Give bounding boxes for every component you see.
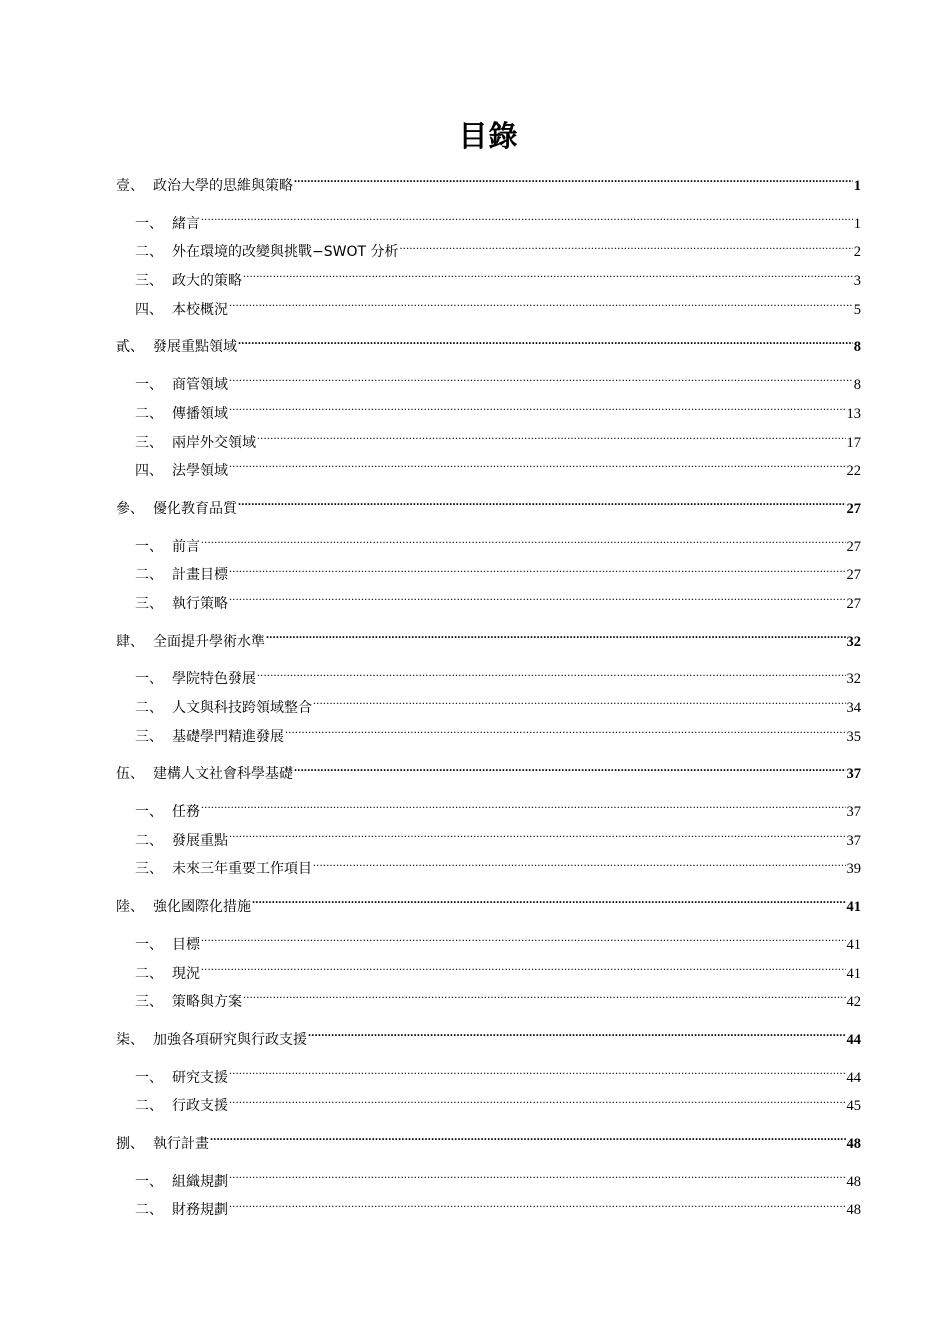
toc-entry-number: 三、 [135, 994, 163, 1011]
toc-subsection-entry[interactable] [116, 267, 861, 296]
toc-section-entry[interactable] [116, 495, 861, 524]
toc-page-number: 13 [846, 405, 861, 422]
table-of-contents [116, 170, 861, 1225]
toc-dot-leader [308, 1030, 846, 1044]
toc-subsection-entry[interactable] [116, 371, 861, 400]
toc-entry-number: 三、 [135, 434, 163, 451]
toc-dot-leader [229, 594, 846, 608]
toc-subsection-entry[interactable] [116, 665, 861, 694]
toc-subsection-entry[interactable] [116, 960, 861, 989]
toc-subsection-entry[interactable] [116, 988, 861, 1017]
toc-entry-number: 二、 [135, 567, 163, 584]
toc-entry-number: 二、 [135, 405, 163, 422]
toc-entry-number: 陸、 [116, 899, 144, 916]
toc-entry-number: 四、 [135, 301, 163, 318]
section-spacer [116, 524, 861, 533]
toc-page-number: 34 [846, 700, 861, 716]
toc-page-number: 48 [846, 1135, 861, 1152]
toc-entry-title: 兩岸外交領域 [172, 434, 256, 451]
toc-page-number: 32 [846, 633, 861, 650]
toc-entry-title: 法學領域 [172, 463, 228, 480]
toc-subsection-entry[interactable] [116, 533, 861, 562]
toc-page-number: 41 [846, 936, 861, 953]
toc-subsection-entry[interactable] [116, 590, 861, 619]
toc-entry-number: 一、 [135, 1069, 163, 1086]
toc-dot-leader [229, 1172, 846, 1186]
section-spacer [116, 1159, 861, 1168]
toc-page-number: 3 [853, 273, 861, 290]
toc-page-number: 42 [846, 994, 861, 1011]
section-spacer [116, 789, 861, 798]
toc-entry-title: 組織規劃 [172, 1173, 228, 1190]
toc-entry-number: 三、 [135, 728, 163, 745]
toc-subsection-entry[interactable] [116, 1168, 861, 1197]
toc-entry-number: 二、 [135, 700, 163, 716]
toc-dot-leader [243, 992, 846, 1006]
toc-dot-leader [201, 802, 846, 816]
toc-entry-title: 執行策略 [172, 595, 228, 612]
toc-entry-title: 任務 [172, 804, 200, 821]
toc-page-number: 1 [853, 215, 861, 232]
section-spacer [116, 1055, 861, 1064]
page-title: 目錄 [458, 119, 519, 153]
toc-subsection-entry[interactable] [116, 1064, 861, 1093]
toc-dot-leader [252, 897, 846, 911]
toc-entry-title: 政大的策略 [172, 273, 242, 290]
toc-page-number: 27 [846, 538, 861, 555]
toc-entry-number: 一、 [135, 538, 163, 555]
toc-dot-leader [399, 242, 852, 256]
toc-subsection-entry[interactable] [116, 931, 861, 960]
toc-dot-leader [201, 537, 846, 551]
toc-entry-title: 未來三年重要工作項目 [172, 861, 312, 878]
toc-entry-title: 政治大學的思維與策略 [153, 178, 293, 194]
toc-dot-leader [294, 176, 853, 190]
toc-dot-leader [229, 831, 846, 845]
toc-entry-title: 研究支援 [172, 1069, 228, 1086]
section-spacer [116, 922, 861, 931]
toc-entry-title: 前言 [172, 538, 200, 555]
toc-entry-number: 二、 [135, 1098, 163, 1115]
section-spacer [116, 656, 861, 665]
toc-dot-leader [229, 1096, 846, 1110]
toc-entry-number: 參、 [116, 500, 144, 517]
toc-entry-title: 財務規劃 [172, 1202, 228, 1219]
toc-subsection-entry[interactable] [116, 429, 861, 458]
toc-entry-number: 捌、 [116, 1135, 144, 1152]
toc-entry-number: 二、 [135, 832, 163, 849]
toc-section-entry[interactable] [116, 333, 861, 362]
toc-entry-title: 行政支援 [172, 1098, 228, 1115]
toc-dot-leader [229, 375, 853, 389]
toc-entry-title: 全面提升學術水準 [153, 633, 265, 650]
toc-subsection-entry[interactable] [116, 1092, 861, 1121]
toc-page-number: 8 [853, 339, 861, 356]
toc-page-number: 8 [853, 377, 861, 394]
toc-dot-leader [238, 337, 853, 351]
toc-dot-leader [229, 565, 846, 579]
toc-dot-leader [266, 632, 846, 646]
toc-dot-leader [257, 433, 846, 447]
toc-entry-title: 商管領域 [172, 377, 228, 394]
toc-page-number: 39 [846, 861, 861, 878]
toc-dot-leader [229, 300, 853, 314]
toc-page-number: 17 [846, 434, 861, 451]
toc-entry-title: 發展重點領域 [153, 339, 237, 356]
toc-entry-title: 本校概況 [172, 301, 228, 318]
toc-page-number: 48 [846, 1202, 861, 1219]
toc-section-entry[interactable] [116, 760, 861, 789]
toc-entry-number: 三、 [135, 595, 163, 612]
toc-page-number: 22 [846, 463, 861, 480]
toc-page-number: 44 [846, 1069, 861, 1086]
toc-entry-title: 發展重點 [172, 832, 228, 849]
toc-entry-number: 三、 [135, 273, 163, 290]
toc-page-number: 5 [853, 301, 861, 318]
toc-entry-number: 伍、 [116, 766, 144, 783]
toc-subsection-entry[interactable] [116, 210, 861, 239]
toc-subsection-entry[interactable] [116, 561, 861, 590]
toc-entry-number: 柒、 [116, 1031, 144, 1048]
toc-page-number: 37 [846, 766, 861, 783]
toc-section-entry[interactable] [116, 1026, 861, 1055]
toc-subsection-entry[interactable] [116, 723, 861, 752]
toc-entry-number: 二、 [135, 244, 163, 261]
toc-entry-title: 加強各項研究與行政支援 [153, 1031, 307, 1048]
toc-dot-leader [201, 935, 846, 949]
toc-page-number: 48 [846, 1173, 861, 1190]
toc-page-number: 44 [846, 1031, 861, 1048]
toc-subsection-entry[interactable] [116, 855, 861, 884]
toc-dot-leader [229, 1068, 846, 1082]
toc-dot-leader [238, 499, 846, 513]
toc-page-number: 27 [846, 595, 861, 612]
toc-entry-number: 壹、 [116, 178, 144, 194]
toc-entry-title: 優化教育品質 [153, 500, 237, 517]
toc-entry-number: 一、 [135, 804, 163, 821]
toc-dot-leader [201, 214, 853, 228]
toc-entry-number: 一、 [135, 671, 163, 688]
toc-entry-title: 緒言 [172, 215, 200, 232]
toc-page-number: 32 [846, 671, 861, 688]
toc-dot-leader [229, 404, 846, 418]
toc-dot-leader [229, 1200, 846, 1214]
toc-dot-leader [243, 271, 853, 285]
toc-entry-title: 執行計畫 [153, 1135, 209, 1152]
toc-entry-number: 一、 [135, 377, 163, 394]
toc-dot-leader [285, 727, 846, 741]
section-spacer [116, 201, 861, 210]
toc-page-number: 27 [846, 567, 861, 584]
toc-entry-number: 一、 [135, 1173, 163, 1190]
toc-subsection-entry[interactable] [116, 457, 861, 486]
toc-page-number: 41 [846, 965, 861, 982]
toc-entry-title: 目標 [172, 936, 200, 953]
toc-subsection-entry[interactable] [116, 827, 861, 856]
toc-entry-number: 貳、 [116, 339, 144, 356]
toc-entry-number: 三、 [135, 861, 163, 878]
toc-entry-title: 建構人文社會科學基礎 [153, 766, 293, 783]
toc-section-entry[interactable] [116, 628, 861, 657]
toc-subsection-entry[interactable] [116, 400, 861, 429]
toc-entry-title: 計畫目標 [172, 567, 228, 584]
toc-entry-title: 外在環境的改變與挑戰−SWOT 分析 [172, 244, 399, 261]
section-spacer [116, 362, 861, 371]
toc-entry-title: 策略與方案 [172, 994, 242, 1011]
toc-entry-title: 基礎學門精進發展 [172, 728, 284, 745]
toc-dot-leader [201, 964, 846, 978]
toc-section-entry[interactable] [116, 172, 861, 201]
toc-entry-number: 二、 [135, 965, 163, 982]
toc-entry-number: 一、 [135, 936, 163, 953]
toc-entry-number: 肆、 [116, 633, 144, 650]
toc-dot-leader [210, 1134, 846, 1148]
toc-entry-title: 學院特色發展 [172, 671, 256, 688]
toc-entry-title: 現況 [172, 965, 200, 982]
toc-subsection-entry[interactable] [116, 1196, 861, 1225]
toc-section-entry[interactable] [116, 893, 861, 922]
toc-page-number: 41 [846, 899, 861, 916]
toc-entry-number: 四、 [135, 463, 163, 480]
toc-page-number: 37 [846, 804, 861, 821]
toc-subsection-entry[interactable] [116, 238, 861, 267]
toc-entry-number: 二、 [135, 1202, 163, 1219]
toc-dot-leader [257, 669, 846, 683]
toc-page-number: 2 [853, 244, 861, 261]
toc-subsection-entry[interactable] [116, 296, 861, 325]
toc-entry-number: 一、 [135, 215, 163, 232]
toc-subsection-entry[interactable] [116, 798, 861, 827]
toc-entry-title: 人文與科技跨領域整合 [172, 700, 312, 716]
toc-dot-leader [313, 859, 846, 873]
toc-entry-title: 傳播領域 [172, 405, 228, 422]
toc-dot-leader [313, 698, 846, 712]
toc-page-number: 37 [846, 832, 861, 849]
toc-page-number: 35 [846, 728, 861, 745]
toc-section-entry[interactable] [116, 1130, 861, 1159]
toc-page-number: 1 [853, 178, 861, 194]
toc-page-number: 27 [846, 500, 861, 517]
toc-entry-title: 強化國際化措施 [153, 899, 251, 916]
toc-dot-leader [229, 461, 846, 475]
toc-page-number: 45 [846, 1098, 861, 1115]
toc-dot-leader [294, 764, 846, 778]
toc-subsection-entry[interactable] [116, 694, 861, 723]
